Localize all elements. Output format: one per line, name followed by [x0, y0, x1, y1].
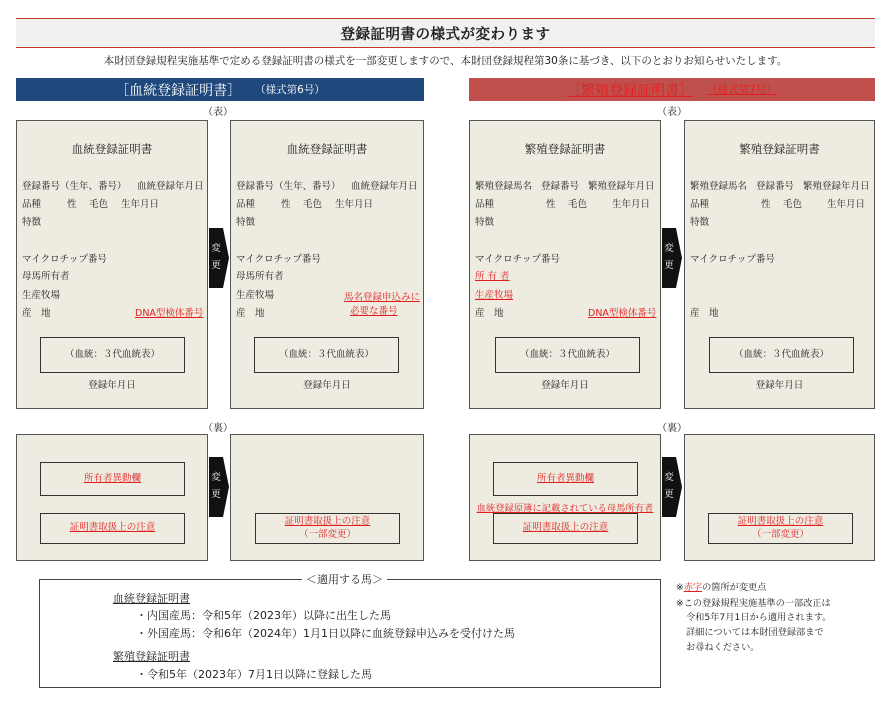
field-label: 性 [67, 199, 77, 210]
field-label: 繁殖登録馬名 [475, 181, 533, 192]
changed-field: 証明書取扱上の注意 [522, 522, 609, 534]
changed-field: 所有者異動欄 [536, 472, 594, 484]
banner-form-number: （様式第7号） [707, 84, 777, 96]
apply-item: ・内国産馬：令和5年（2023年）以降に出生した馬 [136, 609, 391, 622]
applicable-horses-box [39, 579, 661, 688]
field-label: 登録年月日 [541, 380, 589, 391]
field-label: 毛色 [568, 199, 588, 210]
change-arrow [209, 457, 229, 517]
field-label: 登録年月日 [88, 380, 136, 391]
notice-box [40, 513, 185, 544]
field-label: マイクロチップ番号 [475, 254, 560, 265]
field-label: 特徴 [236, 217, 256, 228]
front-label: （表） [203, 107, 233, 118]
blood-cert-front-old [16, 120, 208, 409]
field-label: 登録年月日 [755, 380, 804, 391]
breed-cert-front-old [469, 120, 661, 409]
front-label: （表） [657, 107, 687, 118]
field-label: 繁殖登録年月日 [588, 181, 655, 192]
field-label: 生年月日 [612, 199, 651, 210]
breed-cert-back-old [469, 434, 661, 561]
change-arrow [662, 228, 682, 288]
field-label: 産 地 [690, 308, 719, 319]
field-label: 品種 [236, 199, 256, 210]
back-label: （裏） [203, 423, 233, 434]
field-label: 登録番号 [541, 181, 580, 192]
page-title: 登録証明書の様式が変わります [16, 18, 875, 48]
field-label: 繁殖登録馬名 [690, 181, 748, 192]
note-red-word: 赤字 [683, 582, 703, 593]
notice-box [708, 513, 853, 544]
field-label: マイクロチップ番号 [690, 254, 775, 265]
field-label: 品種 [690, 199, 710, 210]
field-label: 産 地 [475, 308, 504, 319]
card-heading: 血統登録証明書 [286, 142, 368, 156]
blood-cert-front-new [230, 120, 424, 409]
changed-field: （一部変更） [751, 528, 809, 540]
changed-field: DNA型検体番号 [588, 308, 657, 319]
field-label: 性 [546, 199, 556, 210]
field-label: 特徴 [22, 217, 42, 228]
changed-field: （一部変更） [298, 528, 356, 540]
blood-registration-banner [16, 78, 424, 101]
changed-field: 血統登録原簿に記載されている母馬所有者 [476, 503, 654, 514]
field-label: 生産牧場 [22, 290, 61, 301]
pedigree-box: （血統：３代血統表） [40, 337, 185, 373]
apply-section-title: 血統登録証明書 [113, 592, 190, 605]
changed-field: 所有者異動欄 [83, 472, 141, 484]
card-heading: 繁殖登録証明書 [524, 142, 606, 156]
field-label: 特徴 [475, 217, 495, 228]
field-label: 産 地 [22, 308, 51, 319]
field-label: 生年月日 [827, 199, 866, 210]
card-heading: 繁殖登録証明書 [739, 142, 820, 156]
pedigree-box: （血統：３代血統表） [709, 337, 854, 373]
field-label: 特徴 [690, 217, 710, 228]
notice-box [493, 513, 638, 544]
apply-section-title: 繁殖登録証明書 [113, 650, 190, 663]
pedigree-box: （血統：３代血統表） [254, 337, 399, 373]
field-label: 毛色 [303, 199, 323, 210]
field-label: 生年月日 [335, 199, 374, 210]
back-label: （裏） [657, 423, 687, 434]
changed-field: 証明書取扱上の注意 [737, 515, 824, 527]
field-label: 生産牧場 [236, 290, 275, 301]
field-label: 登録番号（生年、番号） [22, 181, 127, 192]
changed-field: 必要な番号 [350, 306, 398, 317]
field-label: 産 地 [236, 308, 265, 319]
changed-field: DNA型検体番号 [135, 308, 204, 319]
field-label: 母馬所有者 [236, 271, 284, 282]
note-mark: ※ [676, 582, 684, 593]
arrow-char: 変 [211, 472, 221, 483]
intro-text: 本財団登録規程実施基準で定める登録証明書の様式を一部変更しますので、本財団登録規程第30条に基づき、以下のとおりお知らせいたします。 [103, 55, 788, 67]
pedigree-box: （血統：３代血統表） [495, 337, 640, 373]
note-text: の箇所が変更点 [702, 582, 767, 593]
field-label: マイクロチップ番号 [236, 254, 321, 265]
field-label: 生年月日 [121, 199, 160, 210]
banner-title: ［血統登録証明書］ [115, 82, 242, 99]
field-label: 品種 [22, 199, 42, 210]
field-label: 品種 [475, 199, 495, 210]
changed-field: 証明書取扱上の注意 [69, 522, 156, 534]
field-label: 登録番号（生年、番号） [236, 181, 341, 192]
breed-cert-back-new [684, 434, 875, 561]
apply-item: ・令和5年（2023年）7月1日以降に登録した馬 [136, 668, 372, 681]
banner-form-number: （様式第6号） [255, 84, 325, 96]
arrow-char: 更 [664, 489, 674, 500]
field-label: 毛色 [783, 199, 803, 210]
blood-cert-back-new [230, 434, 424, 561]
breed-cert-front-new [684, 120, 875, 409]
field-label: 血統登録年月日 [137, 181, 204, 192]
field-label: 毛色 [89, 199, 109, 210]
field-label: 性 [281, 199, 291, 210]
changed-field: 馬名登録申込みに [344, 292, 421, 303]
ownership-history-box [493, 462, 638, 496]
change-arrow [209, 228, 229, 288]
arrow-char: 更 [664, 260, 674, 271]
field-label: 性 [761, 199, 771, 210]
changed-field: 証明書取扱上の注意 [284, 515, 371, 527]
ownership-history-box [40, 462, 185, 496]
arrow-char: 更 [211, 260, 221, 271]
changed-field: 生産牧場 [475, 290, 514, 301]
field-label: 登録年月日 [303, 380, 351, 391]
arrow-char: 変 [664, 472, 674, 483]
apply-item: ・外国産馬：令和6年（2024年）1月1日以降に血統登録申込みを受付けた馬 [136, 627, 515, 640]
change-arrow [662, 457, 682, 517]
note-line: 令和5年7月1日から適用されます。 [686, 612, 832, 623]
breeding-registration-banner [469, 78, 875, 101]
changed-field: 所 有 者 [475, 271, 510, 282]
field-label: マイクロチップ番号 [22, 254, 107, 265]
note-line: お尋ねください。 [686, 642, 760, 653]
notice-box [255, 513, 400, 544]
applicable-horses-label: ＜適用する馬＞ [302, 571, 387, 587]
field-label: 登録番号 [756, 181, 795, 192]
field-label: 母馬所有者 [22, 271, 70, 282]
blood-cert-back-old [16, 434, 208, 561]
note-line: ※この登録規程実施基準の一部改正は [676, 598, 831, 609]
note-line [676, 581, 766, 595]
arrow-char: 変 [664, 243, 674, 254]
note-line: 詳細については本財団登録部まで [686, 627, 824, 638]
arrow-char: 変 [211, 243, 221, 254]
field-label: 血統登録年月日 [351, 181, 418, 192]
card-heading: 血統登録証明書 [71, 142, 153, 156]
arrow-char: 更 [211, 489, 221, 500]
banner-title: ［繁殖登録証明書］ [567, 82, 694, 99]
field-label: 繁殖登録年月日 [803, 181, 870, 192]
